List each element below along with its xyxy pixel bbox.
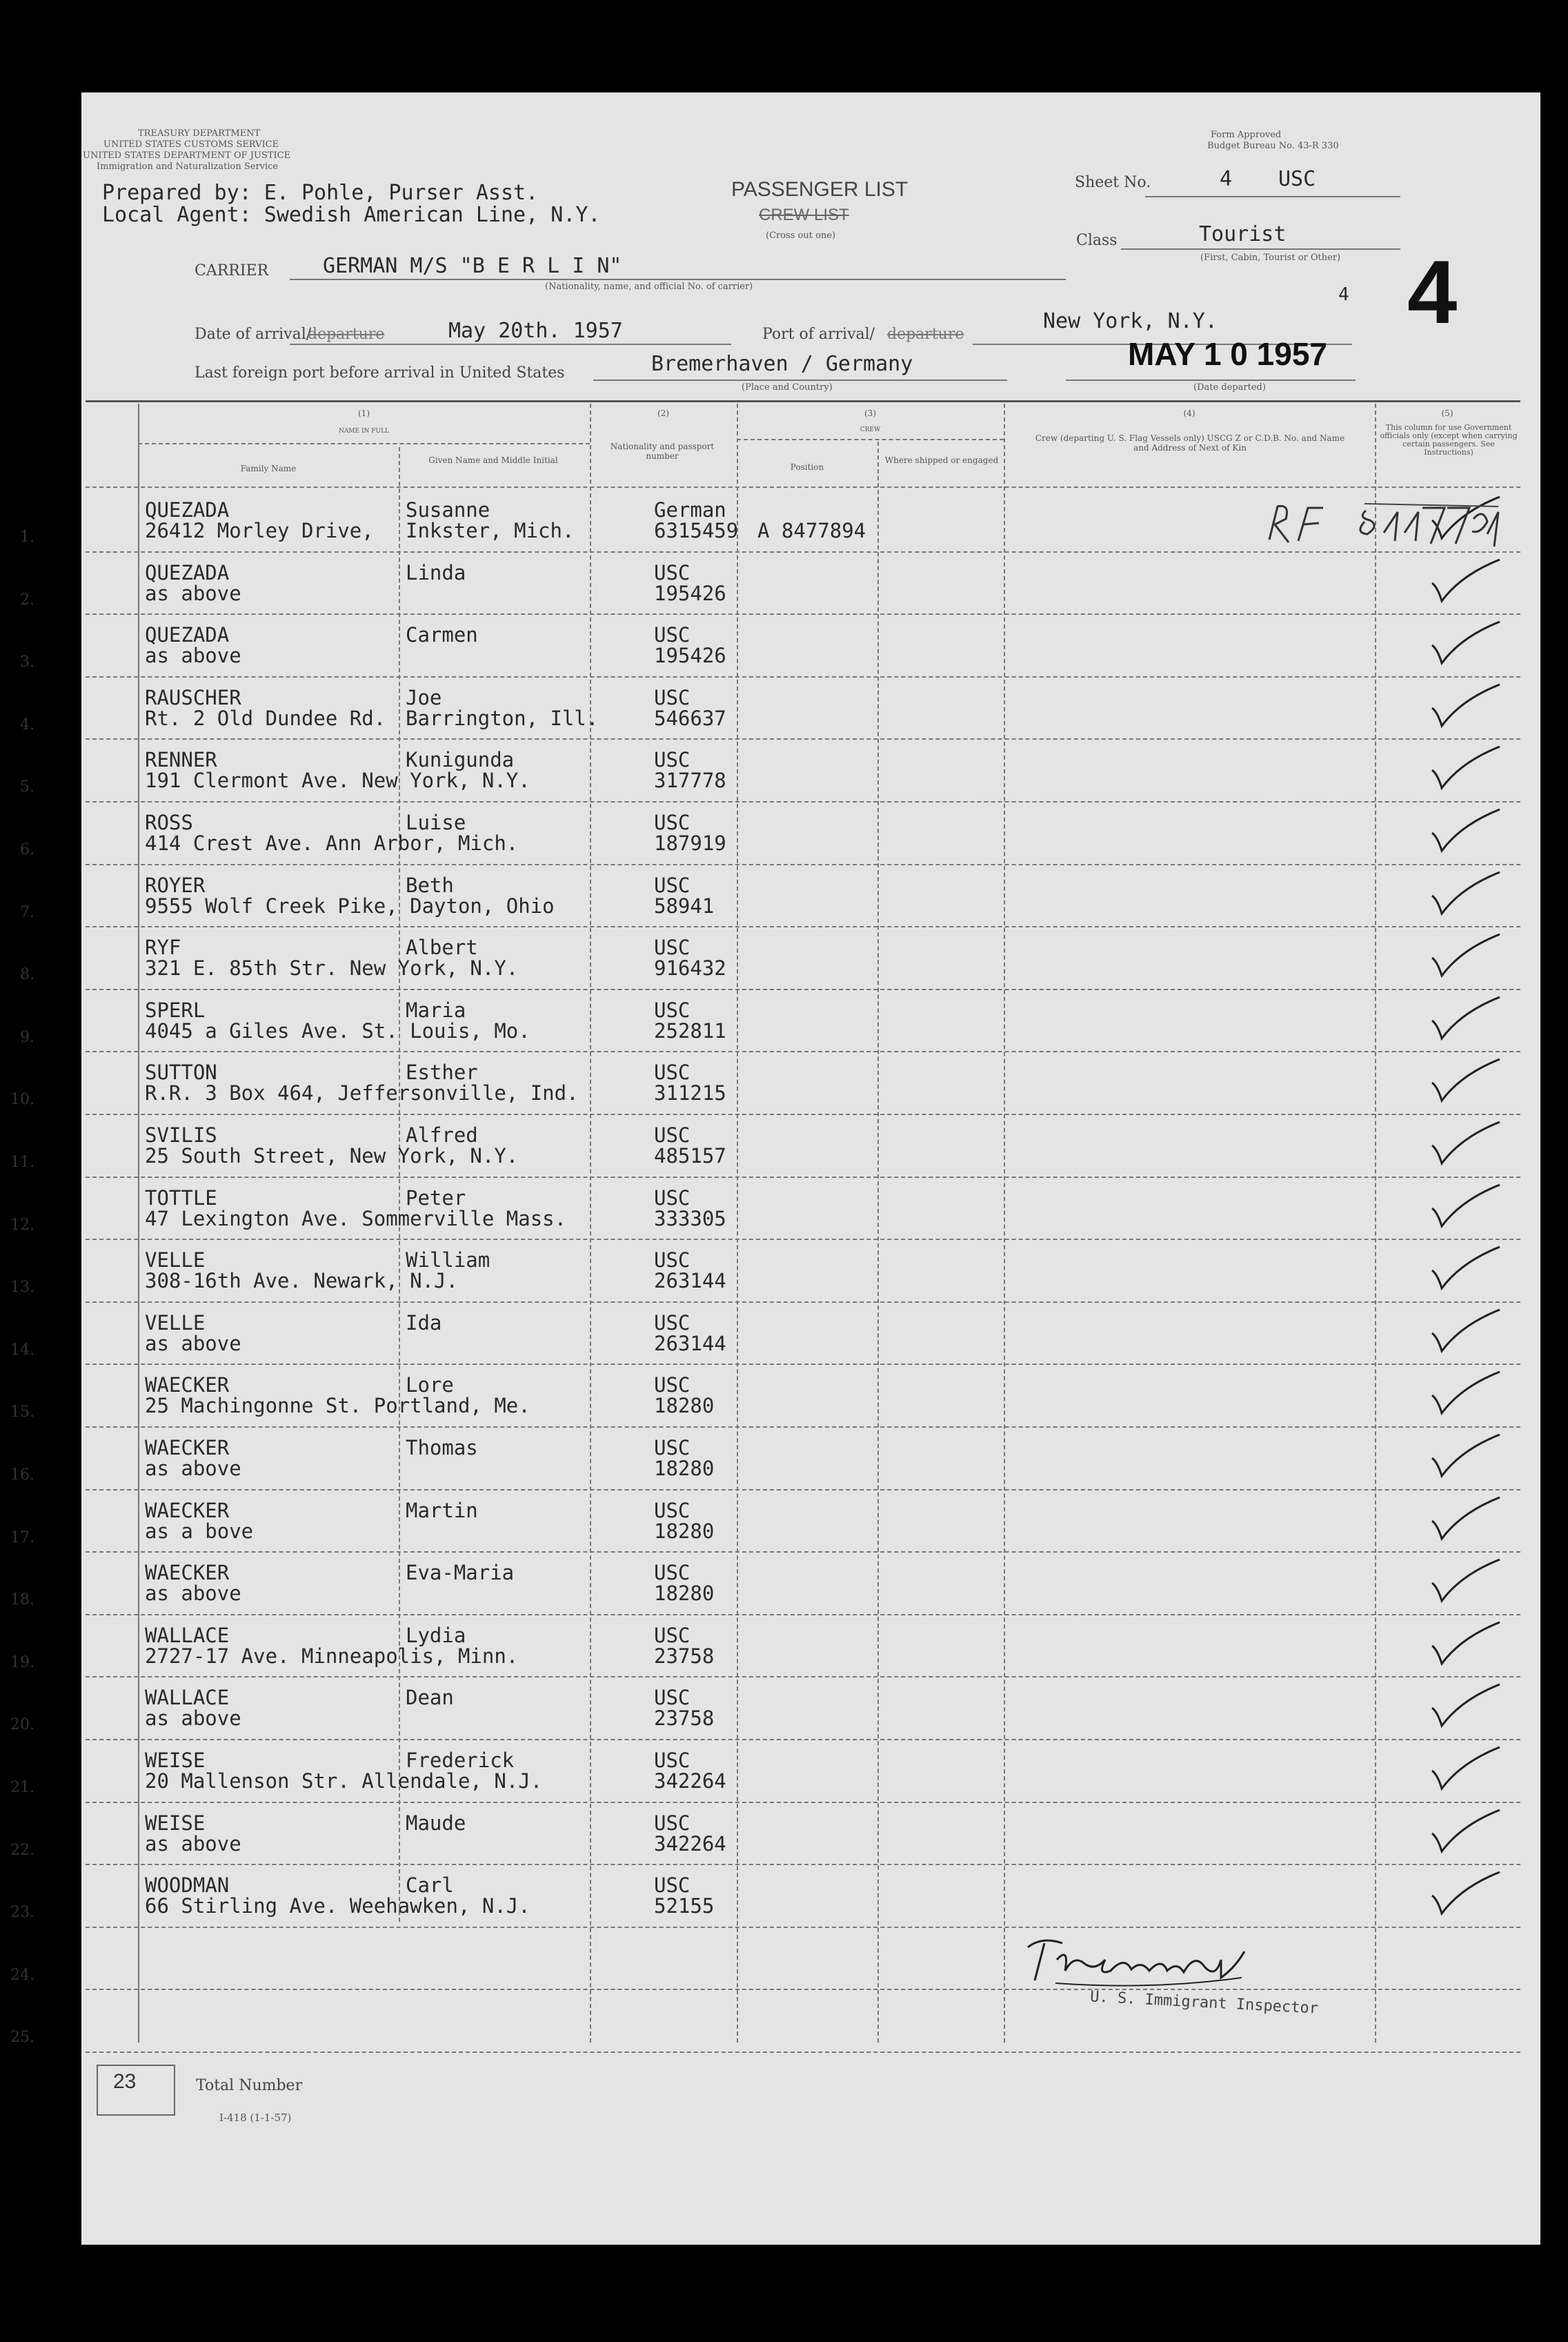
arrival-underline <box>290 344 731 345</box>
check-mark-icon <box>1428 1493 1504 1545</box>
check-mark-icon <box>1428 1055 1504 1107</box>
address: 66 Stirling Ave. Weehawken, N.J. <box>145 1894 530 1918</box>
nationality: USC <box>654 1623 691 1647</box>
nationality: USC <box>654 623 691 647</box>
small-four: 4 <box>1338 284 1349 305</box>
col3-number: (3) <box>864 409 876 418</box>
row-number: 11. <box>10 1154 34 1171</box>
row-divider <box>86 1177 1520 1178</box>
row-number: 20. <box>10 1716 34 1734</box>
nationality: USC <box>654 1061 691 1085</box>
row-number: 19. <box>10 1653 34 1671</box>
family-name: SUTTON <box>145 1061 217 1085</box>
agency-line-2: UNITED STATES CUSTOMS SERVICE <box>103 139 279 150</box>
given-name: Dean <box>406 1686 454 1710</box>
class-underline <box>1121 248 1400 250</box>
passport-number: 342264 <box>654 1831 726 1856</box>
agency-line-1: TREASURY DEPARTMENT <box>138 128 261 139</box>
family-name: RYF <box>145 936 181 960</box>
row-number: 24. <box>10 1966 34 1984</box>
header-official-use: This column for use Government officials only (except when carrying certain passengers. See Instructions) <box>1380 423 1518 457</box>
family-name: SVILIS <box>145 1123 217 1147</box>
row-number: 1. <box>20 529 34 546</box>
row-divider <box>86 926 1520 927</box>
address: 2727-17 Ave. Minneapolis, Minn. <box>145 1644 519 1668</box>
family-name: WALLACE <box>145 1623 230 1647</box>
family-name: RAUSCHER <box>145 685 241 709</box>
family-name: WOODMAN <box>145 1873 230 1898</box>
row-divider <box>86 1614 1520 1615</box>
prepared-by: Prepared by: E. Pohle, Purser Asst. <box>102 181 539 205</box>
total-number-label: Total Number <box>196 2077 303 2094</box>
header-family-name: Family Name <box>240 464 297 473</box>
nationality: USC <box>654 811 691 834</box>
address: as above <box>145 1582 241 1606</box>
given-name: Beth <box>406 873 454 897</box>
row-divider <box>86 801 1520 803</box>
passport-number: 6315459 <box>654 519 739 542</box>
passport-number: 333305 <box>654 1206 726 1230</box>
sheet-big-number: 4 <box>1407 242 1458 342</box>
address: 4045 a Giles Ave. St. Louis, Mo. <box>145 1019 530 1043</box>
passport-number: 18280 <box>654 1519 715 1543</box>
row-number: 17. <box>10 1528 34 1546</box>
row-divider <box>86 1551 1520 1553</box>
address-continued: Inkster, Mich. <box>406 519 575 542</box>
nationality: USC <box>654 1873 691 1898</box>
family-name: ROYER <box>145 873 206 897</box>
row-number: 22. <box>10 1841 34 1859</box>
last-port-value: Bremerhaven / Germany <box>651 352 913 376</box>
check-mark-icon <box>1428 1118 1504 1170</box>
given-name: Ida <box>406 1310 442 1335</box>
handwritten-reference <box>1242 491 1504 553</box>
inspector-signature <box>1014 1932 1276 1994</box>
address: as above <box>145 1457 241 1480</box>
nationality: USC <box>654 1123 691 1147</box>
sheet-underline <box>1145 196 1400 197</box>
check-mark-icon <box>1428 805 1504 857</box>
carrier-value: GERMAN M/S "B E R L I N" <box>323 254 622 278</box>
passport-number: 311215 <box>654 1081 726 1105</box>
check-mark-icon <box>1428 993 1504 1045</box>
address: as above <box>145 1331 241 1355</box>
given-name: Maude <box>406 1811 466 1835</box>
row-number: 8. <box>20 966 34 984</box>
row-divider <box>86 1927 1520 1928</box>
address: Rt. 2 Old Dundee Rd. <box>145 706 386 730</box>
family-name: QUEZADA <box>145 498 230 522</box>
cross-out-hint: (Cross out one) <box>766 230 836 241</box>
address: 414 Crest Ave. Ann Arbor, Mich. <box>145 831 519 855</box>
address: as above <box>145 644 241 668</box>
row-number: 16. <box>10 1466 34 1484</box>
passport-number: 916432 <box>654 956 726 981</box>
table-left-border <box>138 404 139 2043</box>
row-divider <box>86 1301 1520 1303</box>
check-mark-icon <box>1428 1618 1504 1670</box>
handwritten-reference-text <box>1366 507 1371 508</box>
port-struck: departure <box>887 326 964 343</box>
header-nationality: Nationality and passport number <box>610 442 715 461</box>
list-title-struck: CREW LIST <box>759 206 849 224</box>
passport-number: 263144 <box>654 1331 726 1355</box>
passport-number: 342264 <box>654 1769 726 1793</box>
row-divider <box>86 864 1520 865</box>
row-number: 18. <box>10 1591 34 1609</box>
check-mark-icon <box>1428 1181 1504 1232</box>
family-name: WAECKER <box>145 1498 230 1522</box>
given-name: Luise <box>406 811 466 834</box>
row-divider <box>86 2051 1520 2053</box>
agency-line-3: UNITED STATES DEPARTMENT OF JUSTICE <box>83 150 291 161</box>
budget-line-2: Budget Bureau No. 43-R 330 <box>1207 141 1339 151</box>
col-family-given-divider <box>399 447 400 1922</box>
crew-position: A 8477894 <box>757 519 866 542</box>
crew-subheader-rule <box>737 439 1004 440</box>
form-number: I-418 (1-1-57) <box>219 2112 292 2124</box>
row-number: 5. <box>20 778 34 796</box>
nationality: USC <box>654 1686 691 1710</box>
given-name: Thomas <box>406 1436 478 1459</box>
address: 20 Mallenson Str. Allendale, N.J. <box>145 1769 543 1793</box>
row-divider <box>86 1489 1520 1490</box>
header-where-shipped: Where shipped or engaged <box>884 455 999 465</box>
given-name: Esther <box>406 1061 478 1085</box>
check-mark-icon <box>1428 1555 1504 1607</box>
given-name: Susanne <box>406 498 490 522</box>
nationality: USC <box>654 748 691 772</box>
check-mark-icon <box>1428 555 1504 607</box>
address: 321 E. 85th Str. New York, N.Y. <box>145 956 519 981</box>
header-position: Position <box>790 462 824 472</box>
agency-line-4: Immigration and Naturalization Service <box>97 161 279 172</box>
row-number: 6. <box>20 841 34 858</box>
row-divider <box>86 1364 1520 1365</box>
row-divider <box>86 1864 1520 1865</box>
row-divider <box>86 676 1520 678</box>
nationality: USC <box>654 998 691 1022</box>
passport-number: 58941 <box>654 894 715 918</box>
inspector-title: U. S. Immigrant Inspector <box>1089 1988 1319 2018</box>
nationality: USC <box>654 685 691 709</box>
date-departed-hint: (Date departed) <box>1193 382 1266 393</box>
given-name: Albert <box>406 936 478 960</box>
check-mark-icon <box>1428 1806 1504 1858</box>
budget-line-1: Form Approved <box>1211 130 1282 140</box>
address: 25 Machingonne St. Portland, Me. <box>145 1394 530 1418</box>
family-name: SPERL <box>145 998 206 1022</box>
row-number: 14. <box>10 1341 34 1359</box>
arrival-date: May 20th. 1957 <box>448 319 623 343</box>
check-mark-icon <box>1428 1243 1504 1295</box>
row-number: 21. <box>10 1779 34 1796</box>
address: R.R. 3 Box 464, Jeffersonville, Ind. <box>145 1081 579 1105</box>
passport-number: 252811 <box>654 1019 726 1043</box>
sheet-label: Sheet No. <box>1075 174 1151 191</box>
name-subheader-rule <box>138 443 590 444</box>
given-name: Joe <box>406 685 442 709</box>
col-crew-kin-divider <box>1004 404 1005 2043</box>
row-divider <box>86 1989 1520 1990</box>
col-name-nat-divider <box>590 404 591 2043</box>
col1-title: NAME IN FULL <box>338 428 390 435</box>
given-name: Kunigunda <box>406 748 515 772</box>
passport-number: 18280 <box>654 1394 715 1418</box>
passport-number: 18280 <box>654 1457 715 1480</box>
nationality: USC <box>654 1248 691 1272</box>
family-name: RENNER <box>145 748 217 772</box>
row-number: 7. <box>20 903 34 921</box>
passport-number: 52155 <box>654 1894 715 1918</box>
given-name: Maria <box>406 998 466 1022</box>
passport-number: 195426 <box>654 644 726 668</box>
passport-number: 23758 <box>654 1706 715 1731</box>
nationality: USC <box>654 1436 691 1459</box>
header-given-name: Given Name and Middle Initial <box>428 455 558 465</box>
family-name: WEISE <box>145 1811 206 1835</box>
last-port-label: Last foreign port before arrival in United States <box>195 364 565 382</box>
row-number: 25. <box>10 2029 34 2047</box>
check-mark-icon <box>1428 1743 1504 1795</box>
given-name: Eva-Maria <box>406 1561 515 1585</box>
row-number: 23. <box>10 1904 34 1922</box>
row-number: 3. <box>20 653 34 671</box>
departed-underline <box>1066 380 1356 381</box>
port-value: New York, N.Y. <box>1043 309 1218 333</box>
given-name: Linda <box>406 560 466 584</box>
address: as above <box>145 1831 241 1856</box>
local-agent: Local Agent: Swedish American Line, N.Y. <box>102 203 601 227</box>
address: 308-16th Ave. Newark, N.J. <box>145 1269 458 1293</box>
given-name: Lydia <box>406 1623 466 1647</box>
address: 25 South Street, New York, N.Y. <box>145 1144 519 1168</box>
row-number: 10. <box>10 1091 34 1109</box>
nationality: USC <box>654 936 691 960</box>
row-number: 13. <box>10 1279 34 1297</box>
total-count: 23 <box>113 2070 137 2093</box>
address-continued: Barrington, Ill. <box>406 706 599 730</box>
col-nat-crew-divider <box>737 404 738 2043</box>
arrival-label: Date of arrival/ <box>195 326 312 343</box>
nationality: USC <box>654 1749 691 1772</box>
row-number: 2. <box>20 591 34 609</box>
row-divider <box>86 613 1520 615</box>
row-divider <box>86 1239 1520 1240</box>
nationality: USC <box>654 1561 691 1585</box>
col3-title: CREW <box>860 426 881 433</box>
port-label: Port of arrival/ <box>762 326 875 343</box>
header-bottom-rule <box>86 486 1520 488</box>
class-value: Tourist <box>1199 222 1287 246</box>
header-next-of-kin: Crew (departing U. S. Flag Vessels only) USCG Z or C.D.B. No. and Name and Address of Next of Kin <box>1035 433 1345 453</box>
nationality: USC <box>654 560 691 584</box>
row-divider <box>86 1426 1520 1428</box>
row-divider <box>86 738 1520 740</box>
check-mark-icon <box>1428 1430 1504 1482</box>
check-mark-icon <box>1428 1306 1504 1357</box>
nationality: USC <box>654 873 691 897</box>
list-title: PASSENGER LIST <box>731 178 909 201</box>
col2-number: (2) <box>657 409 669 418</box>
address: 9555 Wolf Creek Pike, Dayton, Ohio <box>145 894 555 918</box>
carrier-hint: (Nationality, name, and official No. of carrier) <box>545 282 753 292</box>
passport-number: 546637 <box>654 706 726 730</box>
nationality: German <box>654 498 726 522</box>
check-mark-icon <box>1428 1868 1504 1920</box>
check-mark-icon <box>1428 1680 1504 1732</box>
nationality: USC <box>654 1310 691 1335</box>
family-name: ROSS <box>145 811 193 834</box>
family-name: VELLE <box>145 1248 206 1272</box>
family-name: TOTTLE <box>145 1185 217 1210</box>
family-name: VELLE <box>145 1310 206 1335</box>
col1-number: (1) <box>358 409 370 418</box>
family-name: WAECKER <box>145 1561 230 1585</box>
family-name: WALLACE <box>145 1686 230 1710</box>
given-name: Alfred <box>406 1123 478 1147</box>
nationality: USC <box>654 1185 691 1210</box>
departure-date-stamp: MAY 1 0 1957 <box>1128 336 1328 372</box>
check-mark-icon <box>1428 618 1504 669</box>
carrier-label: CARRIER <box>195 262 269 279</box>
check-mark-icon <box>1428 680 1504 732</box>
row-number: 4. <box>20 716 34 734</box>
place-hint: (Place and Country) <box>742 382 833 393</box>
row-divider <box>86 1051 1520 1052</box>
table-top-rule <box>86 400 1520 402</box>
address: as above <box>145 1706 241 1731</box>
check-mark-icon <box>1428 930 1504 982</box>
check-mark-icon <box>1428 868 1504 920</box>
row-number: 9. <box>20 1028 34 1046</box>
row-divider <box>86 1739 1520 1740</box>
passport-number: 263144 <box>654 1269 726 1293</box>
arrival-struck: departure <box>308 326 385 343</box>
col4-number: (4) <box>1183 409 1195 418</box>
class-label: Class <box>1076 232 1118 249</box>
passport-number: 317778 <box>654 769 726 793</box>
given-name: Frederick <box>406 1749 515 1772</box>
family-name: WAECKER <box>145 1436 230 1459</box>
address: 191 Clermont Ave. New York, N.Y. <box>145 769 530 793</box>
class-hint: (First, Cabin, Tourist or Other) <box>1200 253 1341 263</box>
passport-number: 485157 <box>654 1144 726 1168</box>
address: as above <box>145 581 241 605</box>
passport-number: 23758 <box>654 1644 715 1668</box>
passport-number: 195426 <box>654 581 726 605</box>
check-mark-icon <box>1428 742 1504 794</box>
given-name: Martin <box>406 1498 478 1522</box>
passport-number: 18280 <box>654 1582 715 1606</box>
given-name: Peter <box>406 1185 466 1210</box>
carrier-underline <box>290 279 1066 280</box>
address: 47 Lexington Ave. Sommerville Mass. <box>145 1206 567 1230</box>
row-divider <box>86 1114 1520 1115</box>
nationality: USC <box>654 1498 691 1522</box>
sheet-number: 4 <box>1220 167 1233 191</box>
nationality: USC <box>654 1811 691 1835</box>
given-name: Carl <box>406 1873 454 1898</box>
family-name: WAECKER <box>145 1373 230 1397</box>
row-number: 15. <box>10 1404 34 1421</box>
given-name: William <box>406 1248 490 1272</box>
address: as a bove <box>145 1519 254 1543</box>
row-divider <box>86 1676 1520 1677</box>
row-divider <box>86 989 1520 990</box>
address: 26412 Morley Drive, <box>145 519 374 542</box>
family-name: WEISE <box>145 1749 206 1772</box>
col-kin-official-divider <box>1375 404 1376 2043</box>
family-name: QUEZADA <box>145 623 230 647</box>
last-port-underline <box>593 380 1007 381</box>
given-name: Carmen <box>406 623 478 647</box>
given-name: Lore <box>406 1373 454 1397</box>
check-mark-icon <box>1428 1368 1504 1419</box>
sheet-suffix: USC <box>1278 167 1316 191</box>
row-divider <box>86 1802 1520 1803</box>
row-number: 12. <box>10 1216 34 1234</box>
family-name: QUEZADA <box>145 560 230 584</box>
passport-number: 187919 <box>654 831 726 855</box>
nationality: USC <box>654 1373 691 1397</box>
col5-number: (5) <box>1441 409 1453 418</box>
